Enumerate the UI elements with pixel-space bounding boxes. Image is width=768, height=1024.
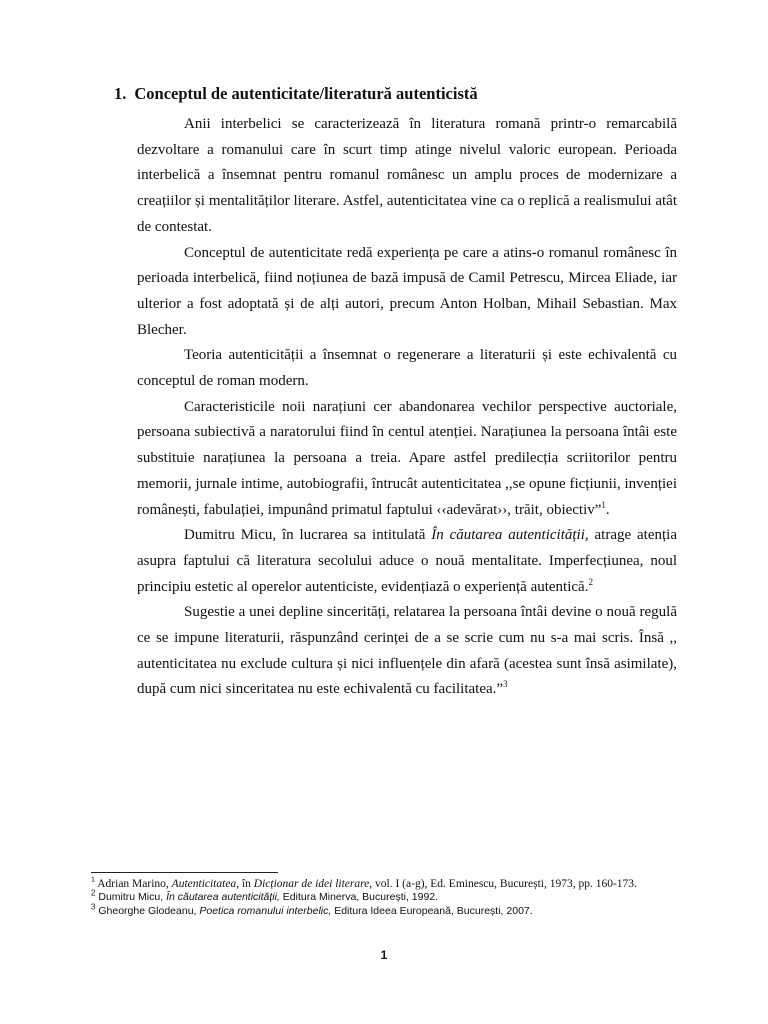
paragraph-text: Conceptul de autenticitate redă experiența pe care a atins-o romanul românesc în perioada interbelică, fiind noțiunea de bază impusă de Camil Petrescu, Mircea Eliade, iar ulterior a fost adoptată și de alți autori, precum Anton Holban, Mihail Sebastian. Max Blecher. [137,244,677,338]
footnote-text: Gheorghe Glodeanu, [98,904,200,917]
footnote-1 [91,875,691,891]
footnote-2 [91,888,691,905]
paragraph-text: , atrage atenția asupra faptului că literatura secolului aduce o nouă mentalitate. Imperfecțiunea, noul principiu estetic al operelor autenticiste, evidențiază o experiență autentică. [137,527,677,595]
body-text [137,112,677,703]
footnote-title: În căutarea autenticității, [166,891,280,903]
footnote-number: 3 [91,902,96,911]
footnote-text: Dumitru Micu, [98,891,167,903]
paragraph-6 [137,600,677,703]
footnote-number: 2 [91,888,96,898]
paragraph-text: Anii interbelici se caracterizează în literatura romană printr-o remarcabilă dezvoltare a romanului care în scurt timp atinge nivelul valoric european. Perioada interbelică a însemnat pentru romanul românesc un amplu proces de modernizare a creațiilor și mentalităților literare. Astfel, autenticitatea vine ca o replică a realismului atât de contestat. [137,116,677,235]
paragraph-2 [137,241,677,344]
footnote-text: , vol. I (a-g), Ed. Eminescu, București, 1973, pp. 160-173. [369,878,637,890]
paragraph-text: Dumitru Micu, în lucrarea sa intitulată [184,527,432,544]
paragraph-text: Teoria autenticității a însemnat o regenerare a literaturii și este echivalentă cu conceptul de roman modern. [137,347,677,390]
footnote-title: Poetica romanului interbelic, [199,904,332,917]
footnote-3 [91,902,691,919]
paragraph-text: Caracteristicile noii narațiuni cer abandonarea vechilor perspective auctoriale, persoana subiectivă a naratorului fiind în centul atenției. Narațiunea la persoana întâi este substituie narațiunea la persoana a treia. Apare astfel predilecția scriitorilor pentru memorii, jurnale intime, autobiografii, întrucât autenticitatea ,,se opune ficțiunii, invenției românești, fabulației, impunând primatul faptului ‹‹adevărat››, trăit, obiectiv” [137,398,677,518]
footnote-separator [91,872,278,873]
section-number: 1. [114,84,127,103]
footnote-title: Dicționar de idei literare [253,878,370,890]
section-heading [114,84,478,104]
footnote-ref-2[interactable]: 2 [588,576,593,587]
book-title: În căutarea autenticității [431,527,585,544]
footnote-text: Editura Minerva, București, 1992. [279,891,439,903]
footnote-text: Adrian Marino, [97,878,172,890]
footnote-ref-3[interactable]: 3 [503,679,508,690]
paragraph-tail: . [605,501,610,518]
footnote-ref-1[interactable]: 1 [601,499,606,510]
paragraph-text: Sugestie a unei depline sincerități, relatarea la persoana întâi devine o nouă regulă ce se impune literaturii, răspunzând cerinței de a se scrie cum nu s-a mai scris. Însă ,, autenticitatea nu exclude cultura și nici influențele din afară (acestea sunt însă asimilate), după cum nici sinceritatea nu este echivalentă cu facilitatea.” [137,604,677,698]
paragraph-4 [137,395,677,524]
footnote-title: Autenticitatea [171,878,237,890]
section-title: Conceptul de autenticitate/literatură autenticistă [134,84,478,103]
footnotes [91,875,691,918]
paragraph-5 [137,523,677,600]
footnote-text: , în [236,878,254,890]
footnote-number: 1 [91,875,95,885]
page-number: 1 [380,948,388,962]
footnote-text: Editura Ideea Europeană, București, 2007. [331,904,533,917]
paragraph-1 [137,112,677,241]
paragraph-3 [137,343,677,394]
